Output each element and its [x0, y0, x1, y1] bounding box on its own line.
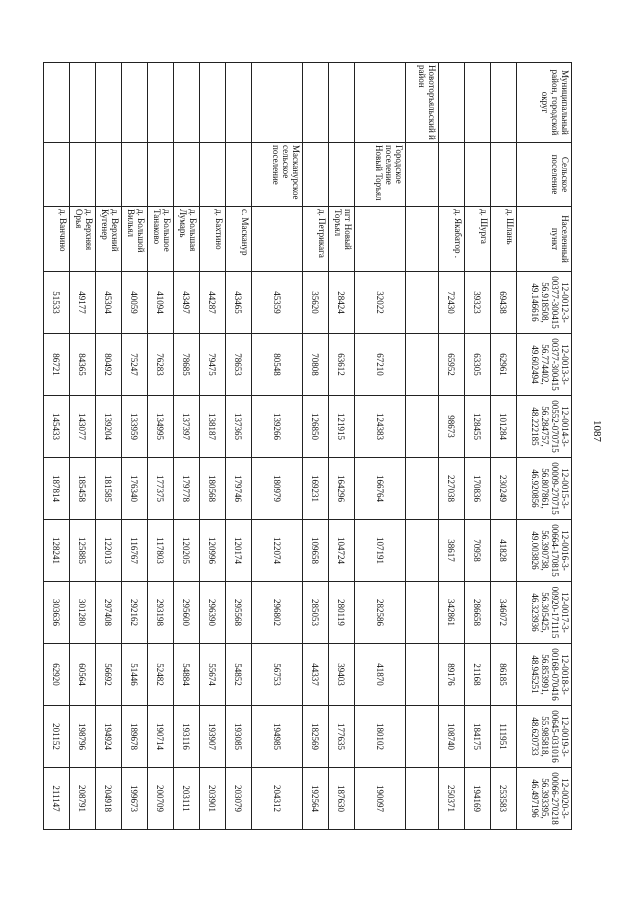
value-cell: 176340 — [122, 458, 148, 520]
settlement-cell — [406, 143, 439, 207]
value-cell: 253583 — [491, 768, 517, 830]
value-cell: 194985 — [252, 706, 303, 768]
value-cell — [406, 396, 439, 458]
table-row — [303, 63, 329, 830]
value-cell: 60564 — [70, 644, 96, 706]
settlement-cell — [44, 143, 70, 207]
value-cell: 177375 — [148, 458, 174, 520]
value-cell: 193085 — [226, 706, 252, 768]
settlement-cell — [70, 143, 96, 207]
header-point-2: 12-0013-3-00377-300415 56.774402, 49.602494 — [517, 334, 572, 396]
value-cell: 145433 — [44, 396, 70, 458]
header-point-7: 12-0018-3-00168-070416 56.853991, 48.945251 — [517, 644, 572, 706]
settlement-cell — [303, 143, 329, 207]
value-cell: 63305 — [465, 334, 491, 396]
district-cell — [70, 63, 96, 143]
locality-cell — [252, 207, 303, 272]
value-cell: 44287 — [200, 272, 226, 334]
settlement-cell — [439, 143, 465, 207]
locality-cell: д. Большая Лумарь — [174, 207, 200, 272]
value-cell: 69438 — [491, 272, 517, 334]
header-point-1: 12-0012-3-00377-300415 56.918508, 49.146616 — [517, 272, 572, 334]
value-cell: 80548 — [252, 334, 303, 396]
district-cell — [465, 63, 491, 143]
locality-cell — [406, 207, 439, 272]
value-cell: 122074 — [252, 520, 303, 582]
value-cell: 200709 — [148, 768, 174, 830]
locality-cell: д. Петрикага — [303, 207, 329, 272]
value-cell: 86721 — [44, 334, 70, 396]
locality-cell: д. Большой Вильял — [122, 207, 148, 272]
table-row — [122, 63, 148, 830]
value-cell: 120174 — [226, 520, 252, 582]
district-cell — [226, 63, 252, 143]
district-cell — [303, 63, 329, 143]
value-cell: 184175 — [465, 706, 491, 768]
value-cell: 121915 — [329, 396, 355, 458]
value-cell: 250371 — [439, 768, 465, 830]
table-row — [96, 63, 122, 830]
value-cell: 303636 — [44, 582, 70, 644]
value-cell — [406, 582, 439, 644]
value-cell: 164296 — [329, 458, 355, 520]
value-cell — [406, 520, 439, 582]
settlement-cell: Городское поселение Новый Торъял — [355, 143, 406, 207]
value-cell: 170836 — [465, 458, 491, 520]
settlement-cell — [329, 143, 355, 207]
value-cell: 108740 — [439, 706, 465, 768]
value-cell: 104724 — [329, 520, 355, 582]
value-cell: 143077 — [70, 396, 96, 458]
value-cell — [406, 644, 439, 706]
table-row — [329, 63, 355, 830]
header-point-8: 12-0019-3-00645-031016 55.985818, 48.620733 — [517, 706, 572, 768]
locality-cell: с. Масканур — [226, 207, 252, 272]
value-cell: 295600 — [174, 582, 200, 644]
value-cell: 70958 — [465, 520, 491, 582]
value-cell: 192564 — [303, 768, 329, 830]
value-cell: 80492 — [96, 334, 122, 396]
settlement-cell — [96, 143, 122, 207]
value-cell: 301280 — [70, 582, 96, 644]
settlement-cell — [491, 143, 517, 207]
value-cell: 194169 — [465, 768, 491, 830]
rotated-table-container — [51, 62, 572, 830]
value-cell — [406, 458, 439, 520]
header-settlement: Сельское поселение — [517, 143, 572, 207]
settlement-cell: Масканурское сельское поселение — [252, 143, 303, 207]
header-point-6: 12-0017-3-00920-171115 56.305425, 46.323936 — [517, 582, 572, 644]
value-cell: 75247 — [122, 334, 148, 396]
value-cell: 79475 — [200, 334, 226, 396]
locality-cell: д. Шурга — [465, 207, 491, 272]
table-row — [200, 63, 226, 830]
table-row — [252, 63, 303, 830]
value-cell: 41870 — [355, 644, 406, 706]
header-row — [517, 63, 572, 830]
header-point-3: 12-0014-3-00552-070715 56.284757, 48.222185 — [517, 396, 572, 458]
value-cell: 51533 — [44, 272, 70, 334]
value-cell: 295568 — [226, 582, 252, 644]
value-cell: 137365 — [226, 396, 252, 458]
value-cell: 180979 — [252, 458, 303, 520]
header-point-5: 12-0016-3-00664-170815 56.390738, 49.003826 — [517, 520, 572, 582]
value-cell — [406, 706, 439, 768]
table-row — [491, 63, 517, 830]
locality-cell: д. Якабатор . — [439, 207, 465, 272]
value-cell: 67210 — [355, 334, 406, 396]
district-cell — [96, 63, 122, 143]
locality-cell — [355, 207, 406, 272]
value-cell: 21168 — [465, 644, 491, 706]
district-cell — [200, 63, 226, 143]
header-district: Муниципальный район, городской округ — [517, 63, 572, 143]
value-cell: 198796 — [70, 706, 96, 768]
settlement-cell — [122, 143, 148, 207]
settlement-cell — [148, 143, 174, 207]
value-cell: 169231 — [303, 458, 329, 520]
value-cell: 28424 — [329, 272, 355, 334]
settlement-cell — [226, 143, 252, 207]
value-cell: 128455 — [465, 396, 491, 458]
value-cell: 70808 — [303, 334, 329, 396]
settlement-cell — [465, 143, 491, 207]
value-cell: 189678 — [122, 706, 148, 768]
value-cell: 107191 — [355, 520, 406, 582]
value-cell: 124383 — [355, 396, 406, 458]
value-cell: 76283 — [148, 334, 174, 396]
value-cell: 54852 — [226, 644, 252, 706]
value-cell — [406, 334, 439, 396]
value-cell: 120996 — [200, 520, 226, 582]
district-cell — [252, 63, 303, 143]
district-cell — [148, 63, 174, 143]
value-cell: 117803 — [148, 520, 174, 582]
value-cell: 185458 — [70, 458, 96, 520]
value-cell: 139266 — [252, 396, 303, 458]
value-cell: 101284 — [491, 396, 517, 458]
value-cell: 204312 — [252, 768, 303, 830]
value-cell: 62961 — [491, 334, 517, 396]
value-cell: 54884 — [174, 644, 200, 706]
value-cell: 177635 — [329, 706, 355, 768]
value-cell: 55674 — [200, 644, 226, 706]
value-cell: 230249 — [491, 458, 517, 520]
table-row — [44, 63, 70, 830]
value-cell: 65952 — [439, 334, 465, 396]
value-cell: 203901 — [200, 768, 226, 830]
locality-cell: д. Верхняя Орья — [70, 207, 96, 272]
value-cell: 49177 — [70, 272, 96, 334]
table-row — [439, 63, 465, 830]
table-row — [226, 63, 252, 830]
district-cell — [44, 63, 70, 143]
value-cell: 98673 — [439, 396, 465, 458]
value-cell: 199673 — [122, 768, 148, 830]
value-cell: 193907 — [200, 706, 226, 768]
value-cell: 282586 — [355, 582, 406, 644]
value-cell: 45304 — [96, 272, 122, 334]
value-cell: 84365 — [70, 334, 96, 396]
value-cell: 227038 — [439, 458, 465, 520]
value-cell: 120205 — [174, 520, 200, 582]
value-cell: 32022 — [355, 272, 406, 334]
value-cell: 280119 — [329, 582, 355, 644]
value-cell: 78653 — [226, 334, 252, 396]
settlement-cell — [174, 143, 200, 207]
value-cell: 56692 — [96, 644, 122, 706]
value-cell: 204918 — [96, 768, 122, 830]
locality-cell: д. Верхний Кугенер — [96, 207, 122, 272]
value-cell: 89176 — [439, 644, 465, 706]
locality-cell: д. Ванчино — [44, 207, 70, 272]
table-body — [44, 63, 572, 830]
value-cell: 190097 — [355, 768, 406, 830]
value-cell: 45359 — [252, 272, 303, 334]
value-cell: 138187 — [200, 396, 226, 458]
value-cell: 194924 — [96, 706, 122, 768]
value-cell: 201152 — [44, 706, 70, 768]
value-cell: 179778 — [174, 458, 200, 520]
value-cell: 137397 — [174, 396, 200, 458]
value-cell: 43497 — [174, 272, 200, 334]
value-cell: 109658 — [303, 520, 329, 582]
value-cell: 35620 — [303, 272, 329, 334]
table-row — [148, 63, 174, 830]
header-point-4: 12-0015-3-00009-270715 56.807861, 46.920856 — [517, 458, 572, 520]
value-cell: 40059 — [122, 272, 148, 334]
value-cell: 62920 — [44, 644, 70, 706]
value-cell: 166764 — [355, 458, 406, 520]
value-cell: 286658 — [465, 582, 491, 644]
district-cell — [491, 63, 517, 143]
value-cell: 180102 — [355, 706, 406, 768]
value-cell: 122013 — [96, 520, 122, 582]
value-cell: 86185 — [491, 644, 517, 706]
table-row — [465, 63, 491, 830]
value-cell: 297408 — [96, 582, 122, 644]
value-cell: 179746 — [226, 458, 252, 520]
district-cell — [122, 63, 148, 143]
value-cell: 116767 — [122, 520, 148, 582]
value-cell: 208791 — [70, 768, 96, 830]
value-cell: 72430 — [439, 272, 465, 334]
settlement-cell — [200, 143, 226, 207]
value-cell: 181585 — [96, 458, 122, 520]
value-cell: 111951 — [491, 706, 517, 768]
locality-cell: д. Большое Танаково — [148, 207, 174, 272]
value-cell: 78685 — [174, 334, 200, 396]
value-cell: 56753 — [252, 644, 303, 706]
value-cell: 193116 — [174, 706, 200, 768]
locality-cell: пгт Новый Торъял — [329, 207, 355, 272]
value-cell: 292162 — [122, 582, 148, 644]
header-locality: Населенный пункт — [517, 207, 572, 272]
value-cell: 182569 — [303, 706, 329, 768]
district-cell — [439, 63, 465, 143]
header-point-9: 12-0020-3-00066-270218 56.393395, 46.497196 — [517, 768, 572, 830]
value-cell: 51446 — [122, 644, 148, 706]
locality-cell: д. Бахтино — [200, 207, 226, 272]
value-cell: 52482 — [148, 644, 174, 706]
value-cell: 41094 — [148, 272, 174, 334]
value-cell: 134995 — [148, 396, 174, 458]
table-row — [70, 63, 96, 830]
value-cell: 296802 — [252, 582, 303, 644]
value-cell: 203079 — [226, 768, 252, 830]
value-cell: 39403 — [329, 644, 355, 706]
district-cell: Новоторъяльский й район — [406, 63, 439, 143]
value-cell: 43465 — [226, 272, 252, 334]
table-row — [174, 63, 200, 830]
value-cell: 203111 — [174, 768, 200, 830]
value-cell: 187814 — [44, 458, 70, 520]
distance-table — [43, 62, 572, 830]
value-cell: 125885 — [70, 520, 96, 582]
value-cell — [406, 272, 439, 334]
district-cell — [329, 63, 355, 143]
value-cell: 126850 — [303, 396, 329, 458]
value-cell — [406, 768, 439, 830]
value-cell: 296390 — [200, 582, 226, 644]
value-cell: 39323 — [465, 272, 491, 334]
table-row — [406, 63, 439, 830]
value-cell: 133959 — [122, 396, 148, 458]
page-number: 1087 — [591, 420, 603, 442]
value-cell: 180568 — [200, 458, 226, 520]
value-cell: 211147 — [44, 768, 70, 830]
value-cell: 346072 — [491, 582, 517, 644]
value-cell: 128241 — [44, 520, 70, 582]
value-cell: 342861 — [439, 582, 465, 644]
value-cell: 41828 — [491, 520, 517, 582]
value-cell: 190714 — [148, 706, 174, 768]
table-row — [355, 63, 406, 830]
value-cell: 38617 — [439, 520, 465, 582]
locality-cell: д. Шлань — [491, 207, 517, 272]
value-cell: 44337 — [303, 644, 329, 706]
district-cell — [355, 63, 406, 143]
value-cell: 139204 — [96, 396, 122, 458]
district-cell — [174, 63, 200, 143]
value-cell: 187630 — [329, 768, 355, 830]
value-cell: 293198 — [148, 582, 174, 644]
value-cell: 63612 — [329, 334, 355, 396]
value-cell: 285053 — [303, 582, 329, 644]
